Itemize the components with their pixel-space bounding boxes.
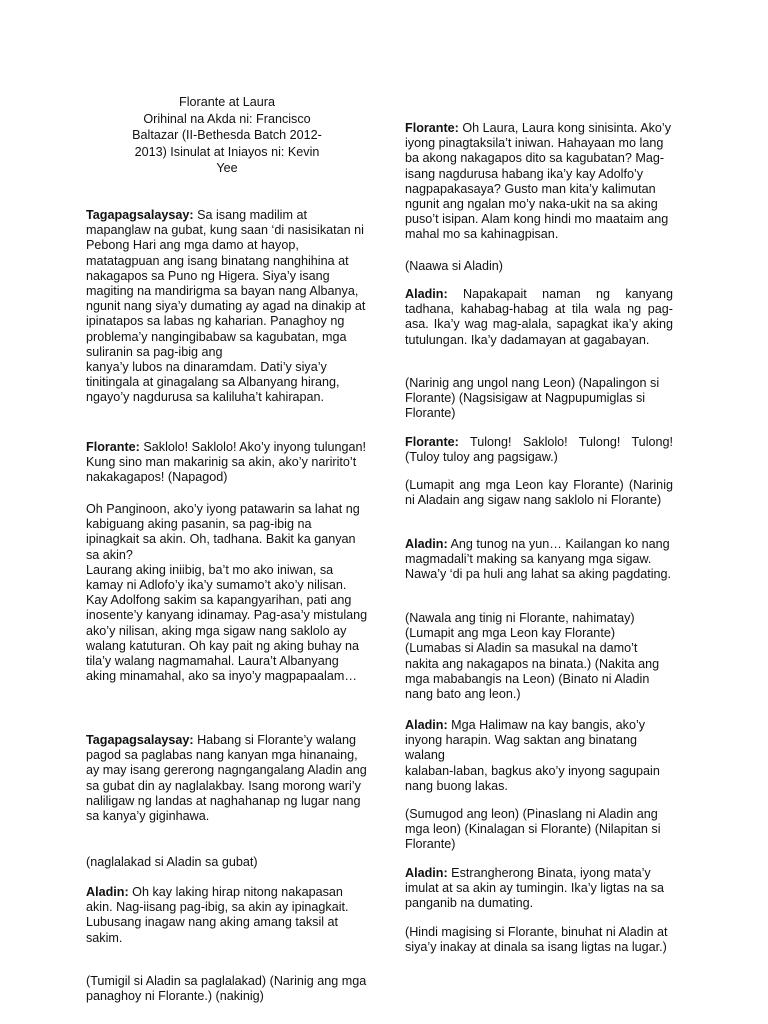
speaker-label: Aladin: [405,287,448,301]
speaker-label: Florante: [86,440,140,454]
speaker-label: Aladin: [405,537,448,551]
paragraph-florante-3 [405,435,673,465]
dialogue-text: kanya’y lubos na dinaramdam. Dati’y siya’y tinitingala at ginagalang sa Albanyang hirang, ngayo’y nagdurusa sa kaliluha’t kahirapan. [86,360,340,405]
dialogue-text: Habang si Florante’y walang pagod sa paglabas nang kanyan mga hinanaing, ay may isang gererong nagngangalang Aladin ang sa gubat din ay naglalakbay. Isang morong wari’y naliligaw ng landas at naghahanap ng lugar nang sa kanya’y giginhawa. [86,733,367,824]
title-line: Florante at Laura [179,95,275,109]
dialogue-text: Oh Laura, Laura kong sinisinta. Ako’y iyong pinagtaksila’t iniwan. Hahayaan mo lang ba akong nakagapos dito sa kagubatan? Mag-isang nagdurusa habang ika’y kay Adolfo’y nagpapakasaya? Gusto man kita’y kalimutan ngunit ang ngalan mo’y naka-ukit na sa aking puso’t isipan. Alam kong hindi mo maataim ang mahal mo sa kahinagpisan. [405,121,671,242]
stage-direction: (Nawala ang tinig ni Florante, nahimatay) (Lumapit ang mga Leon kay Florante) (Lumabas si Aladin sa masukal na damo’t nakita ang nakagapos na binata.) (Nakita ang mga mababangis na Leon) (Binato ni Aladin nang bato ang leon.) [405,611,660,702]
speaker-label: Florante: [405,121,459,135]
paragraph-aladin-4 [405,718,673,794]
speaker-label: Tagapagsalaysay: [86,208,194,222]
dialogue-text: Laurang aking iniibig, ba’t mo ako iniwan, sa kamay ni Adlofo’y ika’y sumamo’t ako’y nilisan. [86,562,347,593]
stage-direction: (Lumapit ang mga Leon kay Florante) (Narinig ni Aladain ang sigaw nang saklolo ni Florante) [405,478,673,508]
dialogue-text: Tulong! Saklolo! Tulong! Tulong! (Tuloy tuloy ang pagsigaw.) [405,435,673,465]
dialogue-text: kalaban-laban, bagkus ako’y inyong sagupain nang buong lakas. [405,763,660,793]
author-line: 2013) Isinulat at Iniayos ni: Kevin [134,144,320,159]
speaker-label: Aladin: [405,866,448,880]
paragraph-narrator-1 [86,208,368,406]
dialogue-text: Mga Halimaw na kay bangis, ako’y inyong harapin. Wag saktan ang binatang walang [405,718,646,763]
paragraph-florante-1 [86,440,368,486]
author-line: Baltazar (II-Bethesda Batch 2012- [132,128,322,142]
paragraph-aladin-1 [86,885,368,946]
dialogue-text: inosente’y kanyang idinamay. Pag-asa’y mistulang ako’y nilisan, aking mga sigaw nang saklolo ay walang katuturan. Oh kay pait ng aking buhay na tila’y walang nagmamahal. Laura’t Albanyang aking minamahal, ako sa inyo’y magpapaalam… [86,608,368,684]
speaker-label: Tagapagsalaysay: [86,733,194,747]
dialogue-text: Oh Panginoon, ako’y iyong patawarin sa lahat ng kabiguang aking pasanin, sa pag-ibig na ipinagkait sa akin. Oh, tadhana. Bakit ka ganyan sa akin? [86,502,360,562]
paragraph-florante-lament [86,502,368,684]
dialogue-text: Oh kay laking hirap nitong nakapasan akin. Nag-iisang pag-ibig, sa akin ay ipinagkait. [86,885,349,915]
stage-direction: (Tumigil si Aladin sa paglalakad) (Narinig ang mga panaghoy ni Florante.) (nakinig) [86,974,367,1004]
paragraph-aladin-2 [405,287,673,348]
dialogue-text: Lubusang inagaw nang aking amang taksil at sakim. [86,915,339,945]
stage-direction: (Naawa si Aladin) [405,259,503,273]
dialogue-text: Saklolo! Saklolo! Ako’y inyong tulungan! Kung sino man makarinig sa akin, ako’y naririto’t nakakagapos! (Napagod) [86,440,367,485]
author-line: Orihinal na Akda ni: Francisco [143,111,311,126]
dialogue-text: Ang tunog na yun… Kailangan ko nang magmadali’t making sa kanyang mga sigaw. [405,537,670,567]
dialogue-text: Sa isang madilim at mapanglaw na gubat, kung saan ‘di nasisikatan ni Pebong Hari ang mga damo at hayop, matatagpuan ang isang binatang nanghihina at nakagapos sa Puno ng Higera. Siya’y isang magiting na mandirigma sa bayan nang Albanya, ngunit nang siya’y dumating ay agad na dinakip at ipinatapos sa labas ng kaharian. Panaghoy ng problema’y nangingibabaw sa kagubatan, mga suliranin sa pag-ibig ang [86,208,366,359]
paragraph-narrator-2 [86,733,368,824]
paragraph-aladin-3 [405,537,673,583]
speaker-label: Florante: [405,435,459,449]
dialogue-text: Estrangherong Binata, iyong mata’y imulat at sa akin ay tumingin. Ika’y ligtas na sa panganib na dumating. [405,866,664,911]
document-title-block [86,94,368,177]
stage-direction: (Narinig ang ungol nang Leon) (Napalingon si Florante) (Nagsisigaw at Nagpupumiglas si Florante) [405,376,660,421]
dialogue-text: Napakapait naman ng kanyang tadhana, kahabag-habag at tila wala ng pag-asa. Ika’y wag mag-alala, sapagkat ika’y aking tutulungan. Ika’y dadamayan at gagabayan. [405,287,673,347]
stage-direction: (naglalakad si Aladin sa gubat) [86,855,258,869]
speaker-label: Aladin: [86,885,129,899]
dialogue-text: Kay Adolfong sakim sa kapangyarihan, pati ang [86,593,352,608]
stage-direction: (Hindi magising si Florante, binuhat ni Aladin at siya’y inakay at dinala sa isang ligtas na lugar.) [405,925,668,955]
speaker-label: Aladin: [405,718,448,732]
dialogue-text: Nawa’y ‘di pa huli ang lahat sa aking pagdating. [405,567,672,582]
paragraph-aladin-5 [405,866,673,912]
stage-direction: (Sumugod ang leon) (Pinaslang ni Aladin ang mga leon) (Kinalagan si Florante) (Nilapitan si Florante) [405,807,661,852]
paragraph-florante-2 [405,121,673,243]
author-line: Yee [216,161,238,175]
